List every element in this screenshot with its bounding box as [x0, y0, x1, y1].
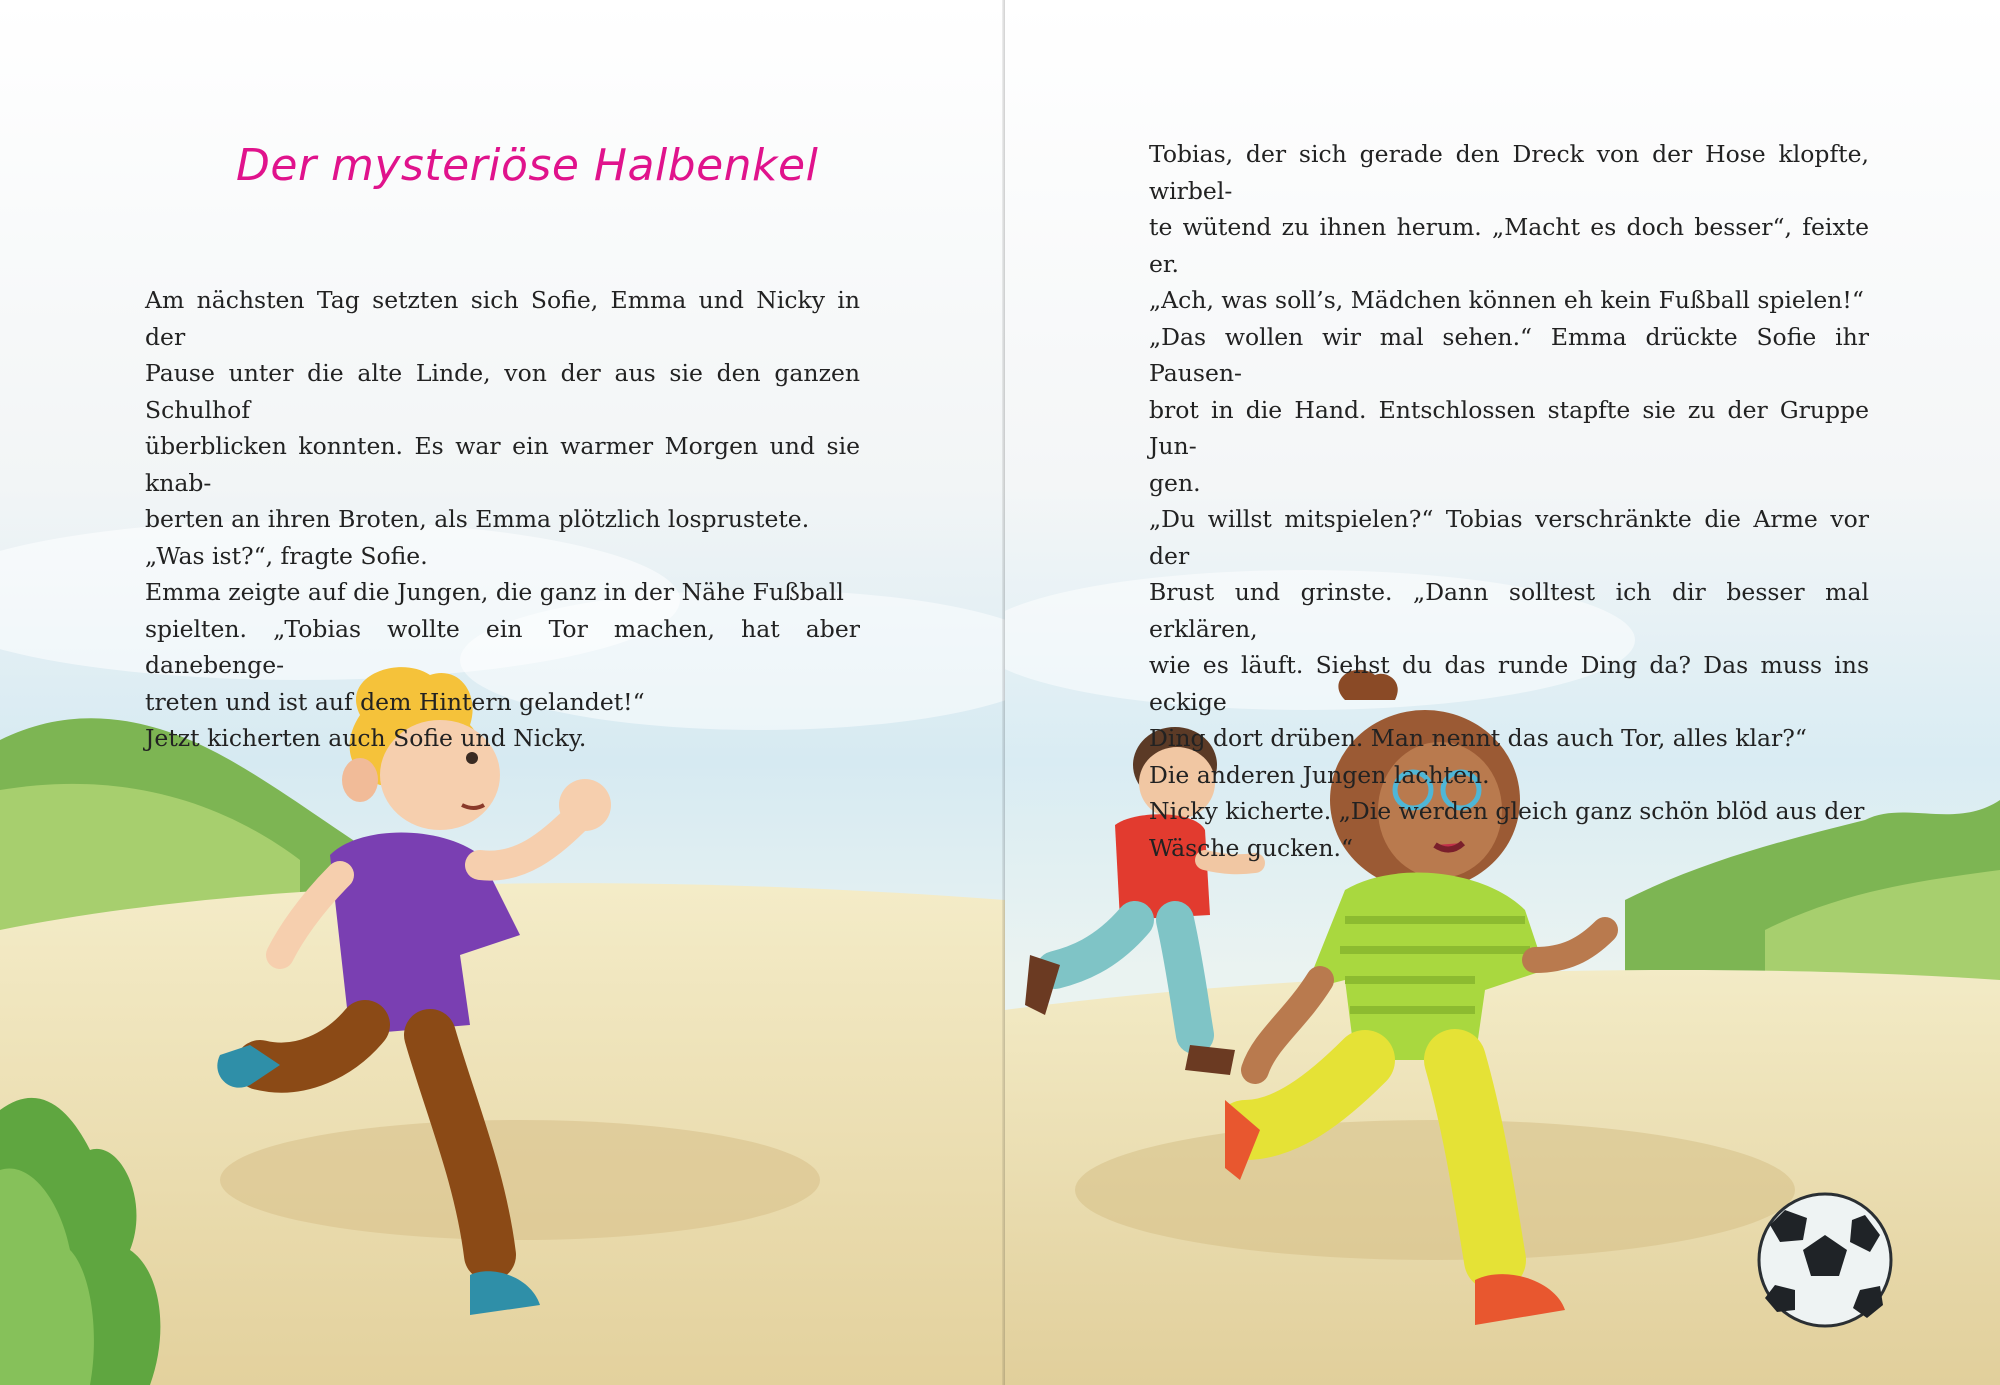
- text-line: Nicky kicherte. „Die werden gleich ganz schön blöd aus der: [1149, 797, 1865, 825]
- right-page: [1005, 0, 2000, 1385]
- text-line: Jetzt kicherten auch Sofie und Nicky.: [145, 724, 587, 752]
- chapter-title: Der mysteriöse Halbenkel: [236, 140, 819, 191]
- text-line: spielten. „Tobias wollte ein Tor machen, hat aber danebenge-: [145, 614, 860, 679]
- text-line: treten und ist auf dem Hintern gelandet!“: [145, 687, 645, 716]
- soccer-ball-illustration: [1755, 1190, 1895, 1330]
- text-line: Brust und grinste. „Dann solltest ich dir besser mal erklären,: [1149, 578, 1869, 643]
- text-line: „Das wollen wir mal sehen.“ Emma drückte Sofie ihr Pausen-: [1149, 322, 1869, 387]
- text-line: te wütend zu ihnen herum. „Macht es doch besser“, feixte er.: [1149, 213, 1869, 278]
- text-line: brot in die Hand. Entschlossen stapfte sie zu der Gruppe Jun-: [1149, 395, 1869, 460]
- text-line: Am nächsten Tag setzten sich Sofie, Emma und Nicky in der: [145, 286, 860, 351]
- text-line: Emma zeigte auf die Jungen, die ganz in der Nähe Fußball: [145, 578, 844, 606]
- text-line: wie es läuft. Siehst du das runde Ding da? Das muss ins eckige: [1149, 651, 1869, 716]
- text-line: Ding dort drüben. Man nennt das auch Tor, alles klar?“: [1149, 724, 1807, 752]
- right-page-text: [1149, 136, 1869, 866]
- left-page-text: [145, 282, 860, 757]
- text-line: Tobias, der sich gerade den Dreck von der Hose klopfte, wirbel-: [1149, 140, 1869, 205]
- text-line: „Ach, was soll’s, Mädchen können eh kein Fußball spielen!“: [1149, 286, 1864, 314]
- text-line: „Was ist?“, fragte Sofie.: [145, 541, 428, 570]
- text-line: berten an ihren Broten, als Emma plötzlich losprustete.: [145, 505, 810, 533]
- text-line: Pause unter die alte Linde, von der aus sie den ganzen Schulhof: [145, 359, 860, 424]
- text-line: gen.: [1149, 468, 1201, 497]
- text-line: Die anderen Jungen lachten.: [1149, 760, 1490, 789]
- text-line: überblicken konnten. Es war ein warmer Morgen und sie knab-: [145, 432, 860, 497]
- text-line: Wäsche gucken.“: [1149, 833, 1353, 862]
- boy-running-illustration: [190, 655, 750, 1355]
- text-line: „Du willst mitspielen?“ Tobias verschränkte die Arme vor der: [1149, 505, 1869, 570]
